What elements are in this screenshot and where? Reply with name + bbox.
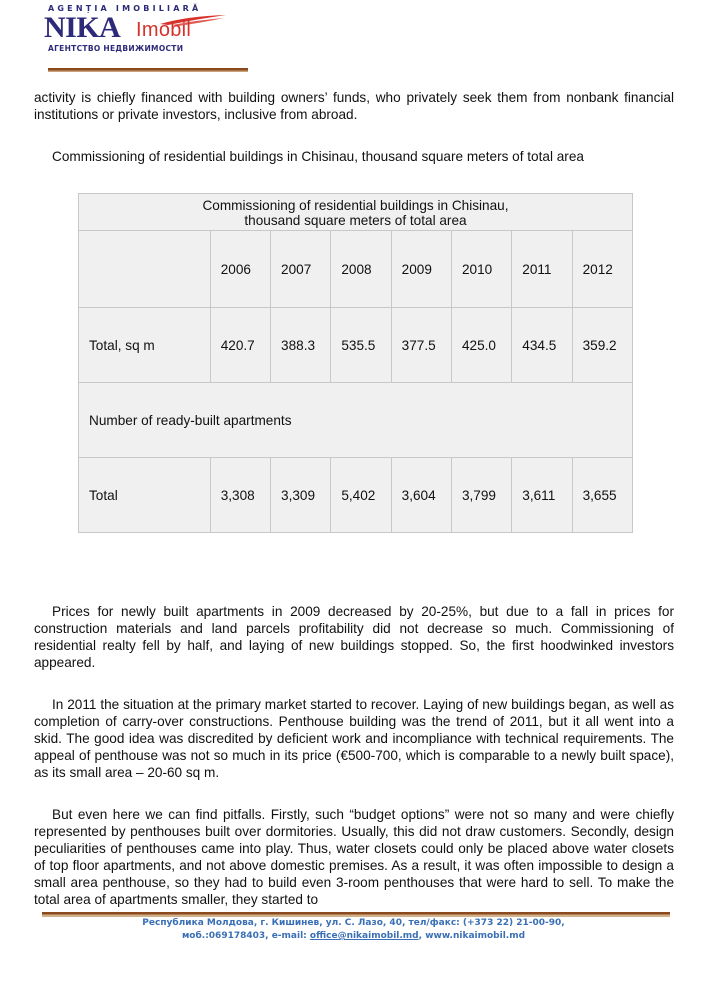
logo-agency-russian: АГЕНТСТВО НЕДВИЖИМОСТИ [48,44,184,53]
paragraph-pitfalls: But even here we can find pitfalls. Firstly, such “budget options” were not so many and were chiefly represented by penthouses built over dormitories. Usually, this did not draw customers. Secondly, design peculiarities of penthouses came into play. Thus, water closets could only be placed above water closets of top floor apartments, and not above domestic premises. As a result, it was often impossible to design a small area penthouse, so they had to build even 3-room penthouses that were hard to sell. To make the total area of apartments smaller, they started to [34,807,674,907]
table-caption: Commissioning of residential buildings in Chisinau, thousand square meters of total area [52,149,584,164]
paragraph-2011-recovery: In 2011 the situation at the primary market started to recover. Laying of new buildings began, as well as completion of carry-over constructions. Penthouse building was the trend of 2011, but it all went into a skid. The good idea was discredited by deficient work and incompliance with technical requirements. The appeal of penthouse was not so much in its price (€500-700, which is comparable to a newly built space), as its small area – 20-60 sq m. [34,697,674,780]
year-cell: 2008 [331,231,391,308]
footer-email-link[interactable]: office@nikaimobil.md [309,931,419,941]
logo-agency-romanian: AGENȚIA IMOBILIARĂ [48,4,202,13]
logo-wordmark [40,11,250,44]
value-cell: 420.7 [210,308,270,383]
header-divider [48,68,248,72]
row-label: Total, sq m [79,308,211,383]
footer-website[interactable]: www.nikaimobil.md [425,931,526,941]
intro-paragraph: activity is chiefly financed with building owners’ funds, who privately seek them from nonbank financial institutions or private investors, inclusive from abroad. [34,90,674,122]
value-cell: 377.5 [391,308,451,383]
paragraph-2009-prices: Prices for newly built apartments in 2009 decreased by 20-25%, but due to a fall in prices for construction materials and land parcels profitability did not decrease so much. Commissioning of residential realty fell by half, and laying of new buildings stopped. So, the first hoodwinked investors appeared. [34,604,674,670]
footer-contact-line [0,930,707,943]
value-cell: 359.2 [572,308,632,383]
year-cell: 2007 [271,231,331,308]
table-title-line2: thousand square meters of total area [244,212,467,228]
footer-address: Республика Молдова, г. Кишинев, ул. С. Лазо, 40, тел/факс: (+373 22) 21-00-90, [142,918,565,928]
value-cell: 5,402 [331,458,391,533]
table-header-row [79,231,633,308]
section-label: Number of ready-built apartments [79,383,633,458]
footer-separator: , [418,931,426,941]
year-cell: 2011 [512,231,572,308]
value-cell: 3,799 [451,458,511,533]
table-section-row [79,383,633,458]
year-cell: 2009 [391,231,451,308]
value-cell: 425.0 [451,308,511,383]
company-logo [40,4,250,53]
value-cell: 535.5 [331,308,391,383]
footer-contacts [0,917,707,943]
year-cell: 2010 [451,231,511,308]
logo-nika-text: NIKA [44,11,121,44]
value-cell: 388.3 [271,308,331,383]
empty-header-cell [79,231,211,308]
table-row-apartments [79,458,633,533]
table-title-line1: Commissioning of residential buildings in Chisinau, [202,197,509,213]
row-label: Total [79,458,211,533]
value-cell: 3,309 [271,458,331,533]
year-cell: 2012 [572,231,632,308]
value-cell: 3,655 [572,458,632,533]
table-title-row [79,194,633,231]
footer-mobile: моб.:069178403, e-mail: [181,931,310,941]
logo-imobil-text: Imobil [136,19,192,41]
value-cell: 434.5 [512,308,572,383]
table-title [79,194,633,231]
value-cell: 3,308 [210,458,270,533]
commissioning-table [78,193,633,533]
table-row-area [79,308,633,383]
value-cell: 3,611 [512,458,572,533]
value-cell: 3,604 [391,458,451,533]
year-cell: 2006 [210,231,270,308]
